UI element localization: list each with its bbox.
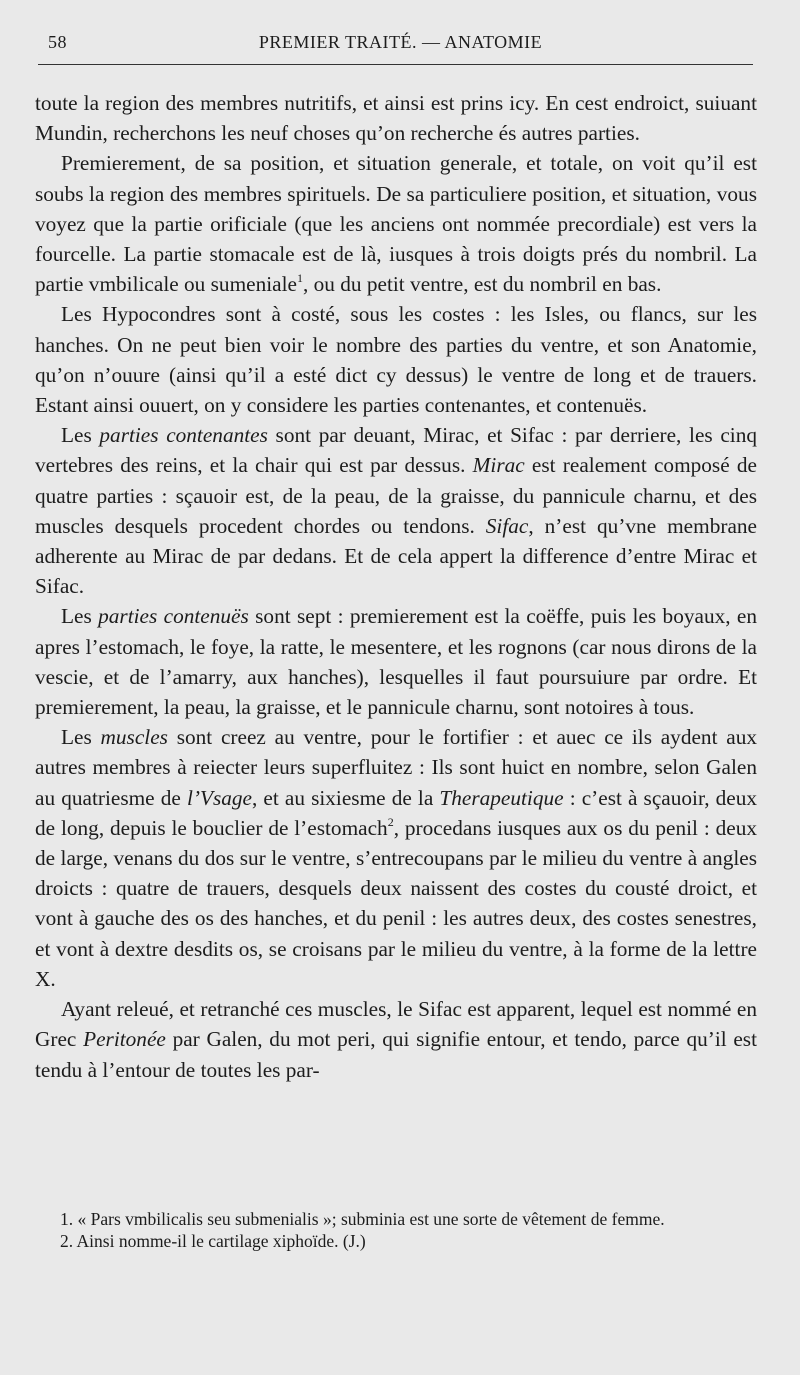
italic-term: Sifac [485, 513, 529, 538]
italic-term: Peritonée [83, 1027, 166, 1052]
main-text [35, 88, 757, 1085]
paragraph-5: Les parties contenuës sont sept : premierement est la coëffe, puis les boyaux, en apres l’estomach, le foye, la ratte, le mesentere, et les rognons (car nous dirons de la vescie, et de l’amarry, aux hanches), lesquelles il faut poursuiure par ordre. Et premierement, la peau, la graisse, et le pannicule charnu, sont notoires à tous. [35, 604, 758, 720]
page-header [48, 30, 753, 56]
footnote-ref-1: 1 [296, 271, 303, 286]
italic-term: muscles [100, 725, 168, 750]
italic-term: parties contenuës [98, 604, 249, 629]
paragraph-2: Premierement, de sa position, et situation generale, et totale, on voit qu’il est soubs la region des membres spirituels. De sa particuliere position, et situation, vous voyez que la partie orificiale (que les anciens ont nommée precordiale) est vers la fourcelle. La partie stomacale est de là, iusques à trois doigts prés du nombril. La partie vmbilicale ou sumeniale$^1$, ou du petit ventre, est du nombril en bas. [35, 151, 757, 297]
footnote-2: 2. Ainsi nomme-il le cartilage xiphoïde. (J.) [60, 1231, 366, 1251]
footnote-ref-2: 2 [387, 814, 394, 829]
paragraph-4: Les parties contenantes sont par deuant, Mirac, et Sifac : par derriere, les cinq vertebres des reins, et la chair qui est par dessus. Mirac est realement composé de quatre parties : sçauoir est, de la peau, de la graisse, du pannicule charnu, et des muscles desquels procedent chordes ou tendons. Sifac, n’est qu’vne membrane adherente au Mirac de par dedans. Et de cela appert la difference d’entre Mirac et Sifac. [35, 423, 757, 599]
italic-term: Mirac [472, 453, 525, 478]
paragraph-6: Les muscles sont creez au ventre, pour le fortifier : et auec ce ils aydent aux autres membres à reiecter leurs superfluitez : Ils sont huict en nombre, selon Galen au quatriesme de l’Vsage, et au sixiesme de la Therapeutique : c’est à sçauoir, deux de long, depuis le bouclier de l’estomach$^2$, procedans iusques aux os du penil : deux de large, venans du dos sur le ventre, s’entrecoupans par le milieu du ventre à angles droicts : quatre de trauers, desquels deux naissent des costes du cousté droict, et vont à gauche des os des hanches, et du penil : les autres deux, des costes senestres, et vont à dextre desdits os, se croisans par le milieu du ventre, à la forme de la lettre X. [35, 725, 758, 991]
page-number: 58 [48, 32, 67, 52]
header-rule [38, 64, 753, 65]
paragraph-1: toute la region des membres nutritifs, et ainsi est prins icy. En cest endroict, suiuant Mundin, recherchons les neuf choses qu’on recherche és autres parties. [35, 91, 757, 146]
italic-title: Therapeutique [439, 785, 564, 810]
paragraph-7: Ayant releué, et retranché ces muscles, le Sifac est apparent, lequel est nommé en Grec Peritonée par Galen, du mot peri, qui signifie entour, et tendo, parce qu’il est tendu à l’entour de toutes les par- [35, 997, 758, 1082]
paragraph-3: Les Hypocondres sont à costé, sous les costes : les Isles, ou flancs, sur les hanches. On ne peut bien voir le nombre des parties du ventre, et son Anatomie, qu’on n’ouure (ainsi qu’il a esté dict cy dessus) le ventre de long et de trauers. Estant ainsi ouuert, on y considere les parties contenantes, et contenuës. [35, 302, 757, 418]
footnotes [38, 1208, 773, 1252]
italic-term: parties contenantes [99, 423, 268, 448]
running-title: PREMIER TRAITÉ. — ANATOMIE [258, 32, 543, 52]
italic-title: l’Vsage [186, 785, 252, 810]
footnote-1: 1. « Pars vmbilicalis seu submenialis »; subminia est une sorte de vêtement de femme. [60, 1209, 665, 1229]
